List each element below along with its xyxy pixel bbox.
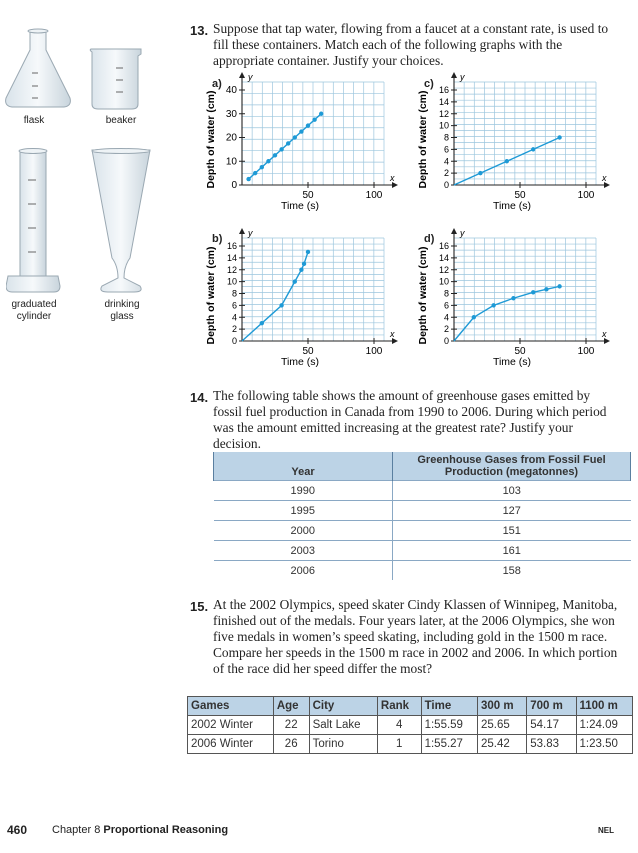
y-tick-label: 30 bbox=[225, 108, 237, 120]
y-tick-label: 12 bbox=[438, 108, 449, 119]
y-tick-label: 16 bbox=[438, 85, 449, 95]
data-point bbox=[293, 279, 297, 283]
graph-a bbox=[198, 72, 408, 222]
y-tick-label: 6 bbox=[443, 144, 449, 155]
y-axis-letter: y bbox=[248, 72, 253, 82]
data-point bbox=[279, 303, 283, 307]
data-point bbox=[312, 117, 316, 121]
y-axis-letter: y bbox=[248, 228, 253, 238]
data-point bbox=[273, 153, 277, 157]
ghg-header-year: Year bbox=[214, 452, 393, 481]
x-tick-label: 50 bbox=[302, 190, 314, 201]
y-tick-label: 10 bbox=[438, 120, 449, 131]
ghg-amount-cell: 161 bbox=[393, 541, 631, 561]
speed-cell: 2002 Winter bbox=[188, 716, 274, 735]
y-tick-label: 8 bbox=[231, 288, 237, 299]
y-tick-label: 0 bbox=[443, 336, 449, 346]
y-tick-label: 6 bbox=[231, 300, 237, 311]
speed-header-cell: Rank bbox=[377, 697, 421, 716]
speed-header-cell: City bbox=[309, 697, 377, 716]
data-point bbox=[266, 159, 270, 163]
graduated-cylinder-illustration bbox=[6, 148, 62, 294]
y-axis-arrow bbox=[239, 228, 245, 234]
q15-text: At the 2002 Olympics, speed skater Cindy Klassen of Winnipeg, Manitoba, finished out of the medals. Four years later, at the 2006 Olympics, she won five medals in women’s speed skating, including gold in the 1500 m race. Compare her speeds in the 1500 m race in 2002 and 2006. In which portion of the race did her speed differ the most? bbox=[213, 597, 618, 676]
data-point bbox=[286, 141, 290, 145]
greenhouse-gas-table bbox=[213, 452, 631, 580]
y-tick-label: 8 bbox=[443, 288, 449, 299]
ghg-row bbox=[214, 501, 631, 521]
data-point bbox=[260, 165, 264, 169]
series-line bbox=[249, 114, 322, 179]
ghg-year-cell: 2000 bbox=[214, 521, 393, 541]
y-tick-label: 40 bbox=[225, 85, 237, 96]
y-axis-arrow bbox=[239, 72, 245, 78]
y-tick-label: 2 bbox=[443, 168, 449, 179]
x-axis-label: Time (s) bbox=[280, 356, 320, 368]
y-tick-label: 20 bbox=[225, 132, 237, 144]
graph-b-label: b) bbox=[212, 233, 223, 245]
speed-header-cell: 700 m bbox=[527, 697, 576, 716]
speed-cell: 1 bbox=[377, 735, 421, 754]
speed-cell: 26 bbox=[273, 735, 309, 754]
speed-skating-table bbox=[187, 696, 633, 754]
y-axis-letter: y bbox=[460, 228, 465, 238]
x-axis-label: Time (s) bbox=[492, 200, 532, 212]
y-tick-label: 2 bbox=[231, 324, 237, 335]
speed-cell: 2006 Winter bbox=[188, 735, 274, 754]
y-axis-arrow bbox=[451, 72, 457, 78]
ghg-row bbox=[214, 521, 631, 541]
speed-cell: 25.65 bbox=[478, 716, 527, 735]
y-axis-label: Depth of water (cm) bbox=[205, 90, 217, 189]
y-tick-label: 0 bbox=[231, 336, 237, 346]
ghg-amount-cell: 127 bbox=[393, 501, 631, 521]
q13-number: 13. bbox=[190, 23, 209, 38]
q13-text: Suppose that tap water, flowing from a faucet at a constant rate, is used to fill these containers. Match each of the following graphs with the appropriate container. Justify your choices. bbox=[213, 21, 609, 68]
graduated-cylinder-caption: graduated cylinder bbox=[11, 299, 57, 322]
x-tick-label: 100 bbox=[365, 190, 383, 201]
publisher: NEL bbox=[598, 826, 614, 835]
x-axis-letter: x bbox=[390, 329, 395, 339]
flask-illustration bbox=[2, 28, 74, 110]
data-point bbox=[246, 177, 250, 181]
ghg-row bbox=[214, 481, 631, 501]
x-tick-label: 50 bbox=[514, 346, 526, 357]
y-tick-label: 0 bbox=[231, 180, 237, 191]
data-point bbox=[306, 250, 310, 254]
y-tick-label: 12 bbox=[438, 264, 449, 275]
x-tick-label: 50 bbox=[302, 346, 314, 357]
y-axis-label: Depth of water (cm) bbox=[417, 90, 429, 189]
x-axis-label: Time (s) bbox=[280, 200, 320, 212]
data-point bbox=[302, 262, 306, 266]
y-tick-label: 10 bbox=[226, 276, 237, 287]
page-number: 460 bbox=[7, 823, 28, 837]
speed-cell: Salt Lake bbox=[309, 716, 377, 735]
data-point bbox=[279, 147, 283, 151]
data-point bbox=[472, 315, 476, 319]
chapter-label: Chapter 8 bbox=[52, 824, 101, 836]
speed-cell: 25.42 bbox=[478, 735, 527, 754]
data-point bbox=[557, 284, 561, 288]
chapter-title: Proportional Reasoning bbox=[103, 824, 229, 836]
speed-cell: 22 bbox=[273, 716, 309, 735]
speed-cell: 4 bbox=[377, 716, 421, 735]
speed-cell: 1:24.09 bbox=[576, 716, 633, 735]
ghg-year-cell: 1990 bbox=[214, 481, 393, 501]
data-point bbox=[531, 290, 535, 294]
y-axis-arrow bbox=[451, 228, 457, 234]
y-tick-label: 8 bbox=[443, 132, 449, 143]
data-point bbox=[299, 268, 303, 272]
ghg-header-amount: Greenhouse Gases from Fossil Fuel Production (megatonnes) bbox=[393, 452, 631, 481]
y-tick-label: 10 bbox=[225, 156, 237, 168]
speed-cell: 1:23.50 bbox=[576, 735, 633, 754]
drinking-glass-caption: drinking glass bbox=[104, 299, 140, 322]
y-axis-label: Depth of water (cm) bbox=[205, 246, 217, 345]
data-point bbox=[557, 135, 561, 139]
data-point bbox=[505, 159, 509, 163]
graph-c-label: c) bbox=[424, 78, 434, 90]
x-axis-label: Time (s) bbox=[492, 356, 532, 368]
x-tick-label: 100 bbox=[577, 190, 595, 201]
ghg-row bbox=[214, 561, 631, 581]
y-tick-label: 10 bbox=[438, 276, 449, 287]
x-tick-label: 100 bbox=[365, 346, 383, 357]
ghg-year-cell: 2006 bbox=[214, 561, 393, 581]
data-point bbox=[260, 321, 264, 325]
ghg-amount-cell: 103 bbox=[393, 481, 631, 501]
y-tick-label: 4 bbox=[443, 156, 449, 167]
data-point bbox=[511, 296, 515, 300]
data-point bbox=[299, 129, 303, 133]
y-tick-label: 14 bbox=[438, 252, 449, 263]
ghg-amount-cell: 151 bbox=[393, 521, 631, 541]
y-tick-label: 14 bbox=[438, 96, 449, 107]
graph-c bbox=[410, 72, 620, 222]
speed-row bbox=[188, 735, 633, 754]
data-point bbox=[319, 112, 323, 116]
ghg-amount-cell: 158 bbox=[393, 561, 631, 581]
beaker-caption: beaker bbox=[105, 115, 137, 126]
data-point bbox=[478, 171, 482, 175]
y-tick-label: 0 bbox=[443, 180, 449, 190]
q15-number: 15. bbox=[190, 599, 209, 614]
speed-cell: 53.83 bbox=[527, 735, 576, 754]
speed-cell: 54.17 bbox=[527, 716, 576, 735]
data-point bbox=[306, 123, 310, 127]
x-tick-label: 50 bbox=[514, 190, 526, 201]
y-axis-label: Depth of water (cm) bbox=[417, 246, 429, 345]
q14-number: 14. bbox=[190, 390, 209, 405]
data-point bbox=[253, 171, 257, 175]
data-point bbox=[293, 135, 297, 139]
data-point bbox=[491, 303, 495, 307]
series-line bbox=[454, 286, 560, 341]
ghg-year-cell: 1995 bbox=[214, 501, 393, 521]
speed-header-cell: 300 m bbox=[478, 697, 527, 716]
data-point bbox=[531, 147, 535, 151]
x-axis-letter: x bbox=[602, 329, 607, 339]
y-tick-label: 4 bbox=[443, 312, 449, 323]
speed-header-cell: Games bbox=[188, 697, 274, 716]
y-tick-label: 2 bbox=[443, 324, 449, 335]
speed-cell: 1:55.27 bbox=[421, 735, 477, 754]
y-tick-label: 12 bbox=[226, 264, 237, 275]
x-tick-label: 100 bbox=[577, 346, 595, 357]
drinking-glass-illustration bbox=[90, 148, 152, 294]
beaker-illustration bbox=[86, 48, 146, 110]
ghg-row bbox=[214, 541, 631, 561]
y-axis-letter: y bbox=[460, 72, 465, 82]
speed-row bbox=[188, 716, 633, 735]
y-tick-label: 16 bbox=[438, 241, 449, 251]
graph-b bbox=[198, 228, 408, 378]
x-axis-letter: x bbox=[602, 173, 607, 183]
speed-cell: Torino bbox=[309, 735, 377, 754]
flask-caption: flask bbox=[23, 115, 45, 126]
data-point bbox=[544, 287, 548, 291]
container-illustrations bbox=[0, 20, 170, 340]
graph-d-label: d) bbox=[424, 233, 435, 245]
speed-header-cell: 1100 m bbox=[576, 697, 633, 716]
speed-header-cell: Age bbox=[273, 697, 309, 716]
speed-header-cell: Time bbox=[421, 697, 477, 716]
speed-cell: 1:55.59 bbox=[421, 716, 477, 735]
x-axis-letter: x bbox=[390, 173, 395, 183]
ghg-year-cell: 2003 bbox=[214, 541, 393, 561]
y-tick-label: 4 bbox=[231, 312, 237, 323]
y-tick-label: 6 bbox=[443, 300, 449, 311]
y-tick-label: 16 bbox=[226, 241, 237, 251]
q14-text: The following table shows the amount of greenhouse gases emitted by fossil fuel production in Canada from 1990 to 2006. During which period was the amount emitted increasing at the greatest rate? Justify your decision. bbox=[213, 388, 607, 451]
graph-a-label: a) bbox=[212, 78, 222, 90]
y-tick-label: 14 bbox=[226, 252, 237, 263]
graph-d bbox=[410, 228, 620, 378]
chapter-line bbox=[52, 824, 228, 836]
